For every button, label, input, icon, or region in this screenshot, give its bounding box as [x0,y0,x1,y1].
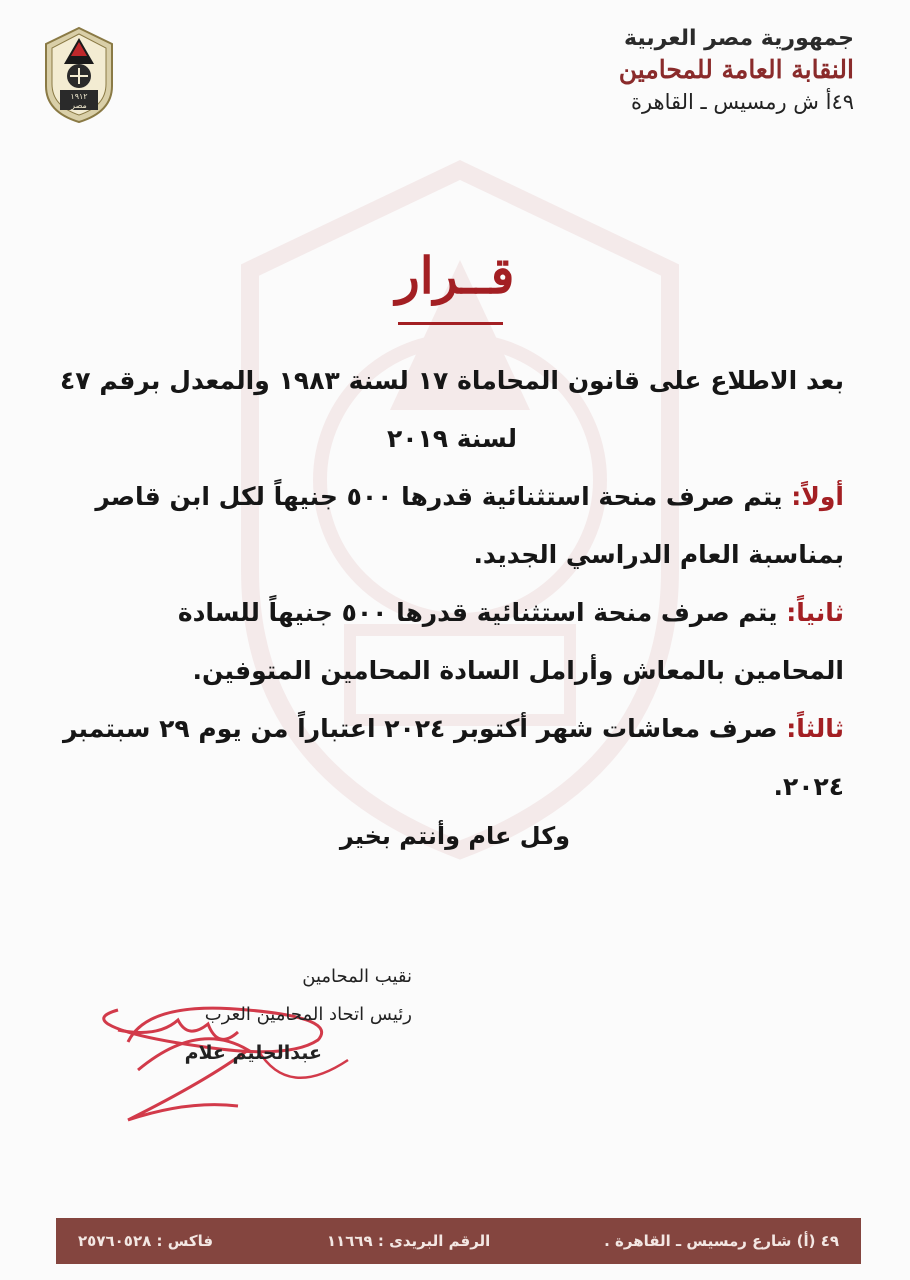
title-underline [398,322,503,325]
signatory-name: عبدالحليم علام [184,1042,322,1064]
logo-year: ١٩١٢ [70,92,88,101]
item-second-label: ثانياً: [786,598,844,627]
signatory-title-2: رئيس اتحاد المحامين العرب [204,1004,412,1025]
item-first-text: يتم صرف منحة استثنائية قدرها ٥٠٠ جنيهاً لكل ابن قاصر بمناسبة العام الدراسي الجديد. [95,482,844,569]
intro-paragraph: بعد الاطلاع على قانون المحاماة ١٧ لسنة ١٩٨٣ والمعدل برقم ٤٧ لسنة ٢٠١٩ [60,366,844,453]
header-address: ٤٩أ ش رمسيس ـ القاهرة [630,90,854,114]
item-third-label: ثالثاً: [786,714,844,743]
decision-body [60,352,844,816]
header-country: جمهورية مصر العربية [624,26,854,51]
item-second [60,584,844,700]
item-first-label: أولاً: [791,482,844,511]
footer-fax: فاكس : ٢٥٧٦٠٥٢٨ [78,1232,214,1250]
signatory-title-1: نقيب المحامين [302,966,412,987]
item-first [60,468,844,584]
logo-country: مصر [71,101,87,110]
syndicate-logo [40,24,118,124]
header-syndicate: النقابة العامة للمحامين [618,55,854,84]
closing-greeting: وكل عام وأنتم بخير [339,822,571,850]
footer-bar [56,1218,861,1264]
item-third [60,700,844,816]
decision-title: قــرار [395,246,515,305]
footer-address: ٤٩ (أ) شارع رمسيس ـ القاهرة . [604,1232,839,1250]
item-third-text: صرف معاشات شهر أكتوبر ٢٠٢٤ اعتباراً من يوم ٢٩ سبتمبر ٢٠٢٤. [62,714,844,801]
footer-postal: الرقم البريدى : ١١٦٦٩ [326,1232,491,1250]
signature-block [82,958,412,1072]
letterhead [534,26,854,114]
item-second-text: يتم صرف منحة استثنائية قدرها ٥٠٠ جنيهاً للسادة المحامين بالمعاش وأرامل السادة المحامين المتوفين. [177,598,844,685]
